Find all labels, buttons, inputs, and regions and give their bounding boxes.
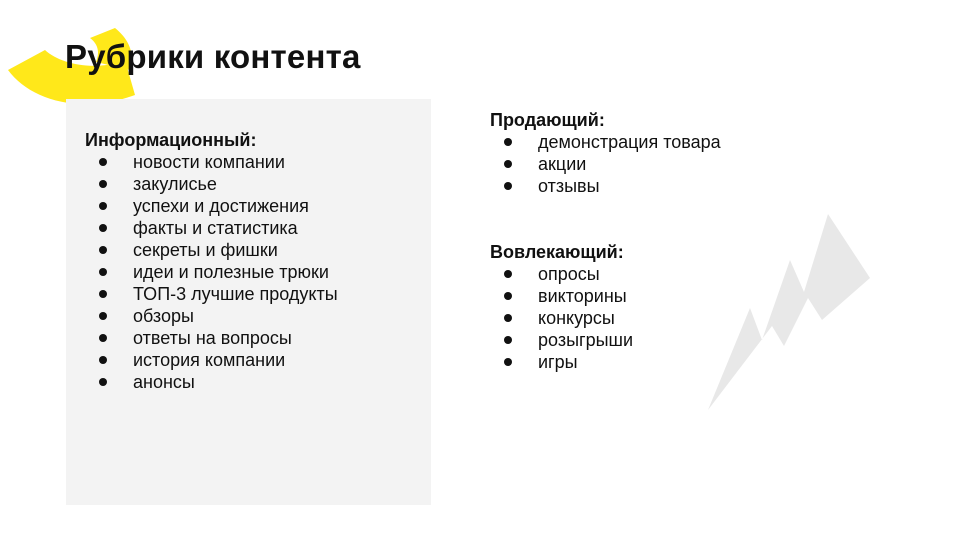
group-engaging bbox=[490, 241, 633, 373]
list-item-text: демонстрация товара bbox=[538, 132, 721, 152]
list-item bbox=[490, 263, 633, 285]
bullet-dot-icon bbox=[99, 356, 107, 364]
bullet-dot-icon bbox=[99, 202, 107, 210]
list-item-text: ТОП-3 лучшие продукты bbox=[133, 284, 338, 304]
bullet-list bbox=[490, 263, 633, 373]
list-item bbox=[85, 239, 338, 261]
bullet-dot-icon bbox=[504, 314, 512, 322]
lightning-bolt-decoration bbox=[700, 210, 875, 415]
bullet-dot-icon bbox=[99, 224, 107, 232]
group-heading: Вовлекающий: bbox=[490, 242, 624, 262]
bullet-dot-icon bbox=[99, 334, 107, 342]
list-item bbox=[490, 307, 633, 329]
list-item bbox=[85, 151, 338, 173]
list-item bbox=[490, 351, 633, 373]
list-item-text: идеи и полезные трюки bbox=[133, 262, 329, 282]
bullet-dot-icon bbox=[99, 246, 107, 254]
bullet-dot-icon bbox=[99, 180, 107, 188]
list-item-text: успехи и достижения bbox=[133, 196, 309, 216]
list-item bbox=[85, 195, 338, 217]
group-heading: Информационный: bbox=[85, 130, 257, 150]
list-item bbox=[85, 173, 338, 195]
list-item-text: розыгрыши bbox=[538, 330, 634, 350]
list-item-text: новости компании bbox=[133, 152, 285, 172]
list-item bbox=[85, 261, 338, 283]
list-item bbox=[490, 153, 721, 175]
list-item-text: отзывы bbox=[538, 176, 600, 196]
list-item-text: опросы bbox=[538, 264, 600, 284]
bullet-dot-icon bbox=[99, 268, 107, 276]
list-item bbox=[85, 305, 338, 327]
list-item-text: анонсы bbox=[133, 372, 195, 392]
bullet-dot-icon bbox=[99, 158, 107, 166]
bullet-dot-icon bbox=[504, 336, 512, 344]
list-item bbox=[85, 327, 338, 349]
bullet-dot-icon bbox=[99, 312, 107, 320]
list-item-text: закулисье bbox=[133, 174, 217, 194]
bullet-dot-icon bbox=[99, 290, 107, 298]
list-item bbox=[85, 371, 338, 393]
bullet-dot-icon bbox=[504, 160, 512, 168]
list-item-text: игры bbox=[538, 352, 578, 372]
bullet-list bbox=[85, 151, 338, 393]
bullet-dot-icon bbox=[504, 138, 512, 146]
slide-title: Рубрики контента bbox=[65, 38, 361, 75]
bullet-list bbox=[490, 131, 721, 197]
list-item-text: ответы на вопросы bbox=[133, 328, 292, 348]
list-item-text: факты и статистика bbox=[133, 218, 298, 238]
list-item-text: викторины bbox=[538, 286, 627, 306]
list-item bbox=[490, 329, 633, 351]
list-item-text: история компании bbox=[133, 350, 286, 370]
group-selling bbox=[490, 109, 721, 197]
bullet-dot-icon bbox=[504, 182, 512, 190]
list-item-text: обзоры bbox=[133, 306, 194, 326]
bullet-dot-icon bbox=[504, 358, 512, 366]
list-item bbox=[85, 217, 338, 239]
list-item-text: акции bbox=[538, 154, 587, 174]
list-item-text: конкурсы bbox=[538, 308, 615, 328]
list-item bbox=[490, 175, 721, 197]
bullet-dot-icon bbox=[504, 270, 512, 278]
group-heading: Продающий: bbox=[490, 110, 605, 130]
list-item bbox=[490, 285, 633, 307]
bullet-dot-icon bbox=[99, 378, 107, 386]
list-item bbox=[490, 131, 721, 153]
bullet-dot-icon bbox=[504, 292, 512, 300]
list-item-text: секреты и фишки bbox=[133, 240, 278, 260]
group-informational bbox=[85, 129, 338, 393]
list-item bbox=[85, 283, 338, 305]
list-item bbox=[85, 349, 338, 371]
